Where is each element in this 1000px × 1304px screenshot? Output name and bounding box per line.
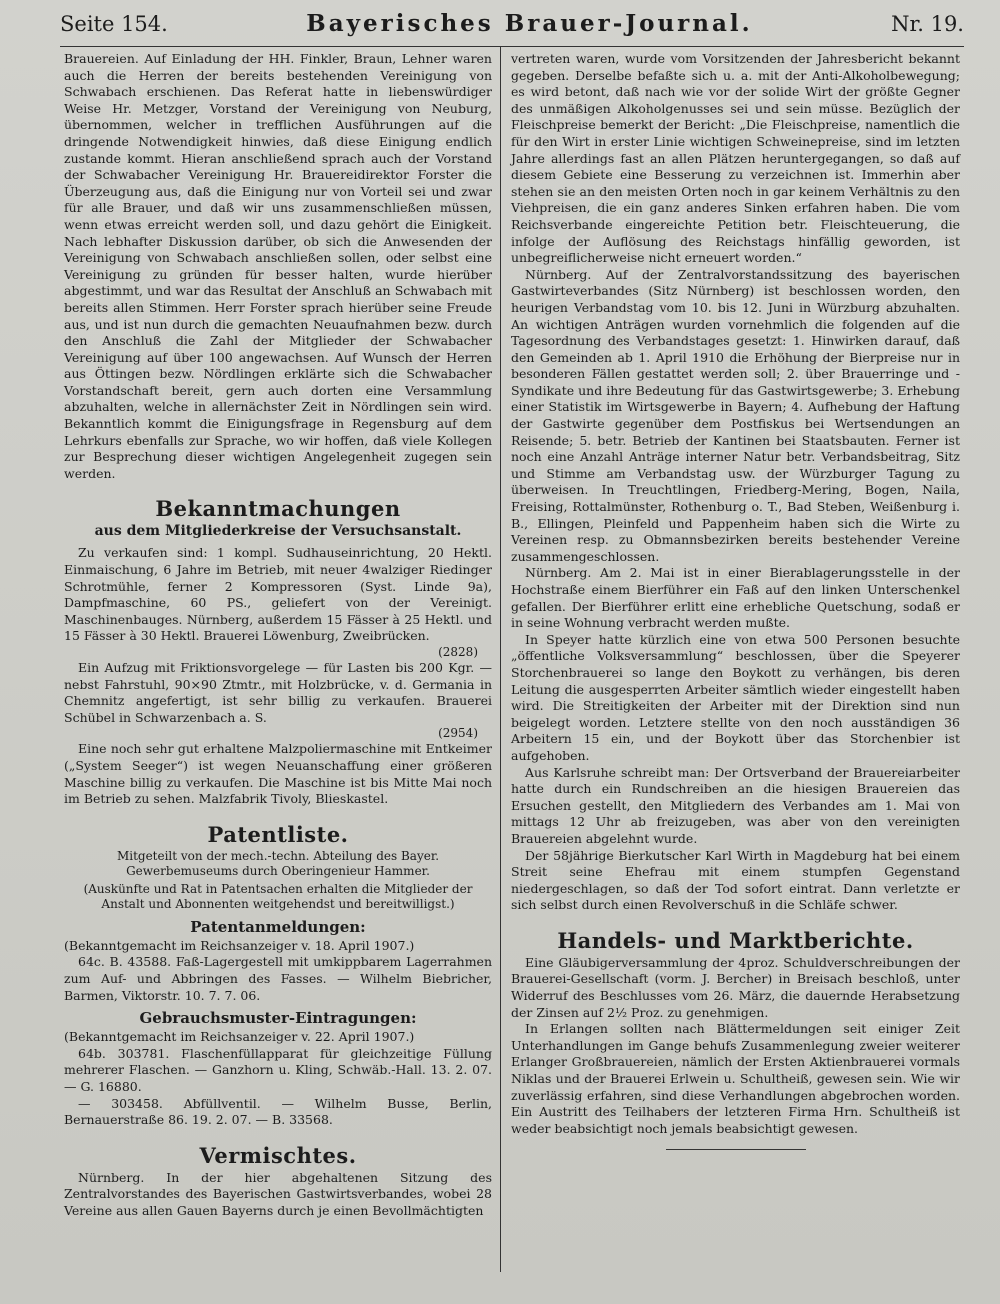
journal-title: Bayerisches Brauer-Journal.	[306, 10, 753, 37]
patentliste-note: Mitgeteilt von der mech.-techn. Abteilung des Bayer. Gewerbemuseums durch Oberingenieur Hammer.	[116, 848, 440, 879]
article-paragraph: Der 58jährige Bierkutscher Karl Wirth in Magdeburg hat bei einem Streit seine Ehefrau mit einem stumpfen Gegenstand niedergeschlagen, so daß der Tod sofort eintrat. Dann verletzte er sich selbst durch einen Revolverschuß in die Schläfe schwer.	[511, 847, 960, 913]
left-column	[60, 47, 500, 1272]
gebrauchsmuster-heading: Gebrauchsmuster-Eintragungen:	[139, 1009, 417, 1028]
page-number: Seite 154.	[60, 12, 168, 36]
page-header	[60, 10, 964, 47]
intro-paragraph: Brauereien. Auf Einladung der HH. Finkler, Braun, Lehner waren auch die Herren der bereits bestehenden Vereinigung von Schwabach erschienen. Das Referat hatte in liebenswürdiger Weise Hr. Metzger, Vorstand der Vereinigung von Neuburg, übernommen, welcher in trefflichen Ausführungen auf die dringende Notwendigkeit hinwies, daß diese Einigung endlich zustande kommt. Hieran anschließend sprach auch der Vorstand der Schwabacher Vereinigung Hr. Brauereidirektor Forster die Überzeugung aus, daß die Einigung nur von Vorteil sei und zwar für alle Brauer, und daß wir uns zusammenschließen müssen, wenn etwas erreicht werden soll, und dazu gehört die Einigkeit. Nach lebhafter Diskussion darüber, ob sich die Anwesenden der Vereinigung von Schwabach anschließen sollen, oder selbst eine Vereinigung zu gründen für besser halten, wurde hierüber abgestimmt, und war das Resultat der Anschluß an Schwabach mit bereits allen Stimmen. Herr Forster sprach hierüber seine Freude aus, und ist nun durch die gemachten Neuaufnahmen bezw. durch den Anschluß die Zahl der Mitglieder der Schwabacher Vereinigung auf über 100 angewachsen. Auf Wunsch der Herren aus Öttingen bezw. Nördlingen erklärte sich die Schwabacher Vorstandschaft bereit, gern auch dorten eine Versammlung abzuhalten, welche in allernächster Zeit in Nördlingen sein wird. Bekanntlich kommt die Einigungsfrage in Regensburg auf dem Lehrkurs ebenfalls zur Sprache, wo wir hoffen, daß viele Kollegen zur Besprechung dieser wichtigen Angelegenheit zugegen sein werden.	[64, 51, 492, 481]
article-paragraph: Aus Karlsruhe schreibt man: Der Ortsverband der Brauereiarbeiter hatte durch ein Rundschreiben an die hiesigen Brauereien das Ersuchen gestellt, den Mitgliedern des Verbandes am 1. Mai von mittags 12 Uhr ab freizugeben, was aber von den vereinigten Brauereien abgelehnt wurde.	[511, 764, 960, 846]
article-paragraph: In Speyer hatte kürzlich eine von etwa 500 Personen besuchte „öffentliche Volksversammlung“ beschlossen, über die Speyerer Storchenbrauerei so lange den Boykott zu verhängen, bis deren Leitung die ausgesperrten Arbeiter sämtlich wieder eingestellt haben wird. Die Streitigkeiten der Arbeiter mit der Direktion sind nun beigelegt worden. Letztere stellte von den noch ausständigen 36 Arbeitern 15 ein, und der Boykott über das Storchenbier ist aufgehoben.	[511, 631, 960, 763]
vermischtes-paragraph: Nürnberg. In der hier abgehaltenen Sitzung des Zentralvorstandes des Bayerischen Gastwirtsverbandes, wobei 28 Vereine aus allen Gauen Bayerns durch je einen Bevollmächtigten	[64, 1169, 492, 1218]
bekanntmachungen-subtitle: aus dem Mitgliederkreise der Versuchsanstalt.	[94, 523, 462, 540]
patentliste-title: Patentliste.	[207, 821, 349, 847]
vermischtes-title: Vermischtes.	[199, 1142, 357, 1168]
patentanmeldung-entry: 64c. B. 43588. Faß-Lagergestell mit umkippbarem Lagerrahmen zum Auf- und Abbringen des Fasses. — Wilhelm Biebricher, Barmen, Viktorstr. 10. 7. 7. 06.	[64, 954, 492, 1003]
gebrauchsmuster-entry: 64b. 303781. Flaschenfüllapparat für gleichzeitige Füllung mehrerer Flaschen. — Ganzhorn u. Kling, Schwäb.-Hall. 13. 2. 07. — G. 16880.	[64, 1045, 492, 1094]
article-paragraph: vertreten waren, wurde vom Vorsitzenden der Jahresbericht bekannt gegeben. Derselbe befaßte sich u. a. mit der Anti-Alkoholbewegung; es wird betont, daß nach wie vor der solide Wirt der größte Gegner des unmäßigen Alkoholgenusses sei und sein müsse. Bezüglich der Fleischpreise bemerkt der Bericht: „Die Fleischpreise, namentlich die für den Wirt in erster Linie wichtigen Schweinepreise, sind im letzten Jahre allerdings fast an allen Plätzen heruntergegangen, so daß auf diesem Gebiete eine Besserung zu verzeichnen ist. Immerhin aber stehen sie an den meisten Orten noch in gar keinem Verhältnis zu den Viehpreisen, die ein ganz anderes Sinken erfahren haben. Die vom Reichsverbande eingereichte Petition betr. Fleischteuerung, die infolge der Auflösung des Reichstags hinfällig geworden, ist unbegreiflicherweise nicht erneuert worden.“	[511, 51, 960, 266]
patentliste-note-rat: (Auskünfte und Rat in Patentsachen erhalten die Mitglieder der Anstalt und Abonnenten weitgehendst und bereitwilligst.)	[83, 881, 473, 912]
ad-aufzug: Ein Aufzug mit Friktionsvorgelege — für Lasten bis 200 Kgr. — nebst Fahrstuhl, 90×90 Ztmtr., mit Holzbrücke, v. d. Germania in Chemnitz angefertigt, ist sehr billig zu verkaufen. Brauerei Schübel in Schwarzenbach a. S.	[64, 660, 492, 725]
ad-code-2828: (2828)	[438, 645, 478, 659]
columns	[60, 47, 972, 1272]
patentanmeldungen-ref: (Bekanntgemacht im Reichsanzeiger v. 18. April 1907.)	[64, 937, 415, 953]
article-paragraph: Eine Gläubigerversammlung der 4proz. Schuldverschreibungen der Brauerei-Gesellschaft (vorm. J. Bercher) in Breisach beschloß, unter Widerruf des Beschlusses vom 26. März, die dauernde Herabsetzung der Zinsen auf 2½ Proz. zu genehmigen.	[511, 954, 960, 1020]
bekanntmachungen-title: Bekanntmachungen	[155, 496, 401, 522]
gebrauchsmuster-ref: (Bekanntgemacht im Reichsanzeiger v. 22. April 1907.)	[64, 1029, 415, 1045]
end-rule	[666, 1149, 806, 1150]
ad-sudhaus: Zu verkaufen sind: 1 kompl. Sudhauseinrichtung, 20 Hektl. Einmaischung, 6 Jahre im Betrieb, mit neuer 4walziger Riedinger Schrotmühle, ferner 2 Kompressoren (Syst. Linde 9a), Dampfmaschine, 60 PS., geliefert von der Vereinigt. Maschinenbauges. Nürnberg, außerdem 15 Fässer à 25 Hektl. und 15 Fässer à 30 Hektl. Brauerei Löwenburg, Zweibrücken.	[64, 545, 492, 644]
issue-number: Nr. 19.	[891, 12, 964, 36]
ad-malzpolier: Eine noch sehr gut erhaltene Malzpoliermaschine mit Entkeimer („System Seeger“) ist wegen Neuanschaffung einer größeren Maschine billig zu verkaufen. Die Maschine ist bis Mitte Mai noch im Betrieb zu sehen. Malzfabrik Tivoly, Blieskastel.	[64, 741, 492, 807]
gebrauchsmuster-entry: — 303458. Abfüllventil. — Wilhelm Busse, Berlin, Bernauerstraße 86. 19. 2. 07. — B. 33568.	[64, 1095, 492, 1128]
article-paragraph: In Erlangen sollten nach Blättermeldungen seit einiger Zeit Unterhandlungen im Gange behufs Zusammenlegung zweier weiterer Erlanger Großbrauereien, nämlich der Ersten Aktienbrauerei vormals Niklas und der Brauerei Erlwein u. Schultheiß, gewesen sein. Wie wir zuverlässig erfahren, sind diese Verhandlungen abgebrochen worden. Ein Austritt des Teilhabers der letzteren Firma Hrn. Schultheiß ist weder beabsichtigt noch jemals beabsichtigt gewesen.	[511, 1021, 960, 1136]
patentanmeldungen-heading: Patentanmeldungen:	[190, 917, 366, 936]
handels-title: Handels- und Marktberichte.	[557, 927, 914, 953]
article-paragraph: Nürnberg. Auf der Zentralvorstandssitzung des bayerischen Gastwirteverbandes (Sitz Nürnberg) ist beschlossen worden, den heurigen Verbandstag vom 10. bis 12. Juni in Würzburg abzuhalten. An wichtigen Anträgen wurden vornehmlich die folgenden auf die Tagesordnung des Verbandstages gesetzt: 1. Hinwirken darauf, daß den Gemeinden ab 1. April 1910 die Erhöhung der Bierpreise nur in besonderen Fällen gestattet werden soll; 2. über Brauerringe und -Syndikate und ihre Bedeutung für das Gastwirtsgewerbe; 3. Erhebung einer Statistik im Wirtsgewerbe in Bayern; 4. Aufhebung der Haftung der Gastwirte gegenüber dem Postfiskus bei Wertsendungen an Reisende; 5. betr. Betrieb der Kantinen bei Staatsbauten. Ferner ist noch eine Anzahl Anträge interner Natur betr. Verbandsbeitrag, Sitz und Stimme am Verbandstag usw. der Würzburger Tagung zu überweisen. In Treuchtlingen, Friedberg-Mering, Bogen, Naila, Freising, Rottalmünster, Rothenburg o. T., Bad Steben, Weißenburg i. B., Ellingen, Pleinfeld und Pappenheim haben sich die Wirte zu Vereinen resp. zu Obmannsbezirken bereits bestehender Vereine zusammengeschlossen.	[511, 266, 960, 564]
article-paragraph: Nürnberg. Am 2. Mai ist in einer Bierablagerungsstelle in der Hochstraße einem Bierführer ein Faß auf den linken Unterschenkel gefallen. Der Bierführer erlitt eine erhebliche Quetschung, sodaß er in seine Wohnung verbracht werden mußte.	[511, 565, 960, 631]
ad-code-2954: (2954)	[438, 726, 478, 741]
right-column	[500, 47, 962, 1272]
